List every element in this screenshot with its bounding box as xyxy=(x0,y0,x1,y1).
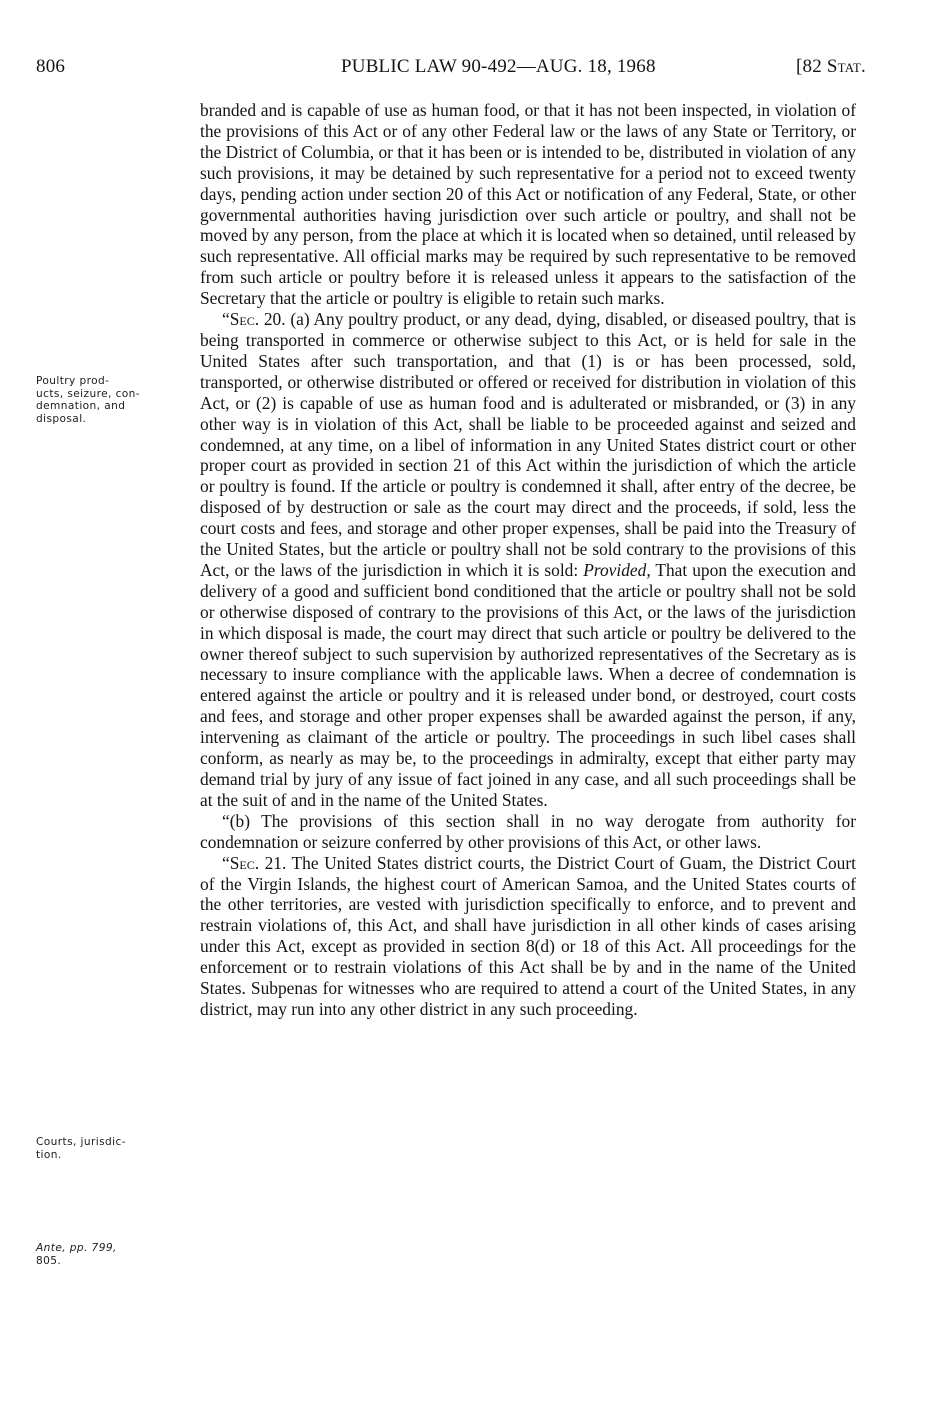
margin-note-line: disposal. xyxy=(36,412,87,425)
statute-body xyxy=(200,100,856,1020)
section-label: Sec. xyxy=(229,852,260,873)
page-title: PUBLIC LAW 90-492—AUG. 18, 1968 xyxy=(341,56,656,77)
paragraph-continuation: branded and is capable of use as human food, or that it has not been inspected, in violation of the provisions of this Act or of any other Federal law or the laws of any State or Territory, or the District of Columbia, or that it has been or is intended to be, distributed in violation of any such provisions, it may be detained by such representative for a period not to exceed twenty days, pending action under section 20 of this Act or notification of any Federal, State, or other governmental authorities having jurisdiction over such article or poultry, and shall not be moved by any person, from the place at which it is located when so detained, until released by such representative. All official marks may be required by such representative to be removed from such article or poultry before it is released unless it appears to the satisfaction of the Secretary that the article or poultry is eligible to retain such marks. xyxy=(200,100,856,309)
margin-note-line: Courts, jurisdic- xyxy=(36,1136,126,1148)
open-quote: “ xyxy=(222,852,230,873)
margin-note-line: demnation, and xyxy=(36,400,126,412)
margin-note-line: 805. xyxy=(36,1254,62,1267)
statute-reference xyxy=(796,56,866,78)
section-label: Sec. xyxy=(229,309,260,330)
margin-note-ante-text: Ante, pp. 799, xyxy=(36,1242,117,1254)
margin-note-line: Poultry prod- xyxy=(36,375,110,387)
statute-bracket: [82 xyxy=(796,56,827,77)
margin-note-line: tion. xyxy=(36,1148,62,1161)
provided-proviso: Provided, xyxy=(583,559,651,580)
sec-20-a-text-continued: That upon the execution and delivery of a good and sufficient bond conditioned that the article or poultry shall not be sold or otherwise disposed of contrary to the provisions of this Act, or the laws of the jurisdiction in which disposal is made, the court may direct that such article or poultry be delivered to the owner thereof subject to such supervision by authorized representatives of the Secretary as is necessary to insure compliance with the applicable laws. When a decree of condemnation is entered against the article or poultry and it is released under bond, or destroyed, court costs and fees, and storage and other proper expenses shall be awarded against the person, if any, intervening as claimant of the article or poultry. The proceedings in such libel cases shall conform, as nearly as may be, to the proceedings in admiralty, except that either party may demand trial by jury of any issue of fact joined in any case, and all such proceedings shall be at the suit of and in the name of the United States. xyxy=(200,559,856,810)
margin-note-line xyxy=(36,1242,117,1255)
paragraph-sec-20-b: “(b) The provisions of this section shall in no way derogate from authority for condemnation or seizure conferred by other provisions of this Act, or other laws. xyxy=(200,810,856,852)
margin-note-poultry-seizure xyxy=(36,375,140,425)
statute-word: Stat. xyxy=(826,56,866,77)
open-quote: “ xyxy=(222,309,230,330)
page-number: 806 xyxy=(36,56,66,77)
paragraph-sec-20-a xyxy=(200,309,856,811)
margin-note-line: ucts, seizure, con- xyxy=(36,387,141,400)
paragraph-sec-21 xyxy=(200,853,856,1020)
running-header xyxy=(36,56,866,82)
sec-21-text: 21. The United States district courts, the District Court of Guam, the District Court of the Virgin Islands, the highest court of American Samoa, and the United States courts of the other territories, are vested with jurisdiction specifically to enforce, and to prevent and restrain violations of, this Act, and shall have jurisdiction in all other kinds of cases arising under this Act, except as provided in section 8(d) or 18 of this Act. All proceedings for the enforcement or to restrain violations of this Act shall be by and in the name of the United States. Subpenas for witnesses who are required to attend a court of the United States, in any district, may run into any other district in any such proceeding. xyxy=(200,852,856,1019)
margin-note-ante xyxy=(36,1242,117,1267)
sec-20-a-text: 20. (a) Any poultry product, or any dead, dying, disabled, or diseased poultry, that is being transported in commerce or otherwise subject to this Act, or is held for sale in the United States after such transportation, and that (1) is or has been processed, sold, transported, or otherwise distributed or offered or received for distribution in violation of this Act, or (2) is capable of use as human food and is adulterated or misbranded, or (3) in any other way is in violation of this Act, shall be liable to be proceeded against and seized and condemned, at any time, on a libel of information in any United States district court or other proper court as provided in section 21 of this Act within the jurisdiction of which the article or poultry is found. If the article or poultry is condemned it shall, after entry of the decree, be disposed of by destruction or sale as the court may direct and the proceeds, if sold, less the court costs and fees, and storage and other proper expenses, shall be paid into the Treasury of the United States, but the article or poultry shall not be sold contrary to the provisions of this Act, or the laws of the jurisdiction in which it is sold: xyxy=(200,309,856,580)
margin-note-courts-jurisdiction xyxy=(36,1136,126,1161)
